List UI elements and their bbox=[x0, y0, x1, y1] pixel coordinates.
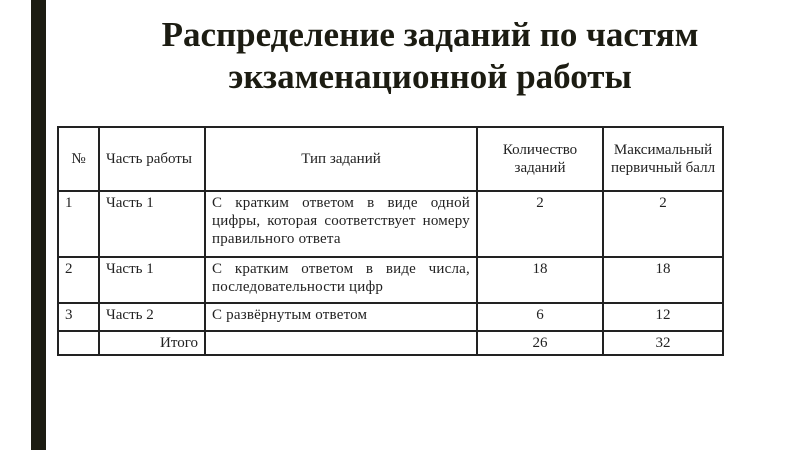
table-row bbox=[58, 257, 723, 303]
table-header-row bbox=[58, 127, 723, 191]
cell-type: С кратким ответом в виде числа, последовательности цифр bbox=[205, 257, 477, 303]
header-max: Максимальный первичный балл bbox=[603, 127, 723, 191]
cell-max: 2 bbox=[603, 191, 723, 257]
cell-count: 2 bbox=[477, 191, 603, 257]
cell-count: 6 bbox=[477, 303, 603, 331]
cell-part: Часть 1 bbox=[99, 191, 205, 257]
total-count: 26 bbox=[477, 331, 603, 355]
cell-num: 1 bbox=[58, 191, 99, 257]
cell-max: 12 bbox=[603, 303, 723, 331]
cell-part: Часть 1 bbox=[99, 257, 205, 303]
header-part: Часть работы bbox=[99, 127, 205, 191]
cell-max: 18 bbox=[603, 257, 723, 303]
cell-type: С развёрнутым ответом bbox=[205, 303, 477, 331]
header-count: Количество заданий bbox=[477, 127, 603, 191]
table-row bbox=[58, 303, 723, 331]
cell-num-empty bbox=[58, 331, 99, 355]
title-line-2: экзаменационной работы bbox=[228, 57, 632, 96]
cell-type: С кратким ответом в виде одной цифры, которая соответствует номеру правильного ответа bbox=[205, 191, 477, 257]
cell-type-empty bbox=[205, 331, 477, 355]
total-label: Итого bbox=[99, 331, 205, 355]
distribution-table bbox=[57, 126, 724, 356]
cell-part: Часть 2 bbox=[99, 303, 205, 331]
header-type: Тип заданий bbox=[205, 127, 477, 191]
table-total-row bbox=[58, 331, 723, 355]
cell-num: 3 bbox=[58, 303, 99, 331]
title-line-1: Распределение заданий по частям bbox=[161, 15, 699, 54]
table-row bbox=[58, 191, 723, 257]
slide-title bbox=[60, 14, 800, 98]
left-accent-bar bbox=[31, 0, 46, 450]
cell-count: 18 bbox=[477, 257, 603, 303]
total-max: 32 bbox=[603, 331, 723, 355]
cell-num: 2 bbox=[58, 257, 99, 303]
header-num: № bbox=[58, 127, 99, 191]
